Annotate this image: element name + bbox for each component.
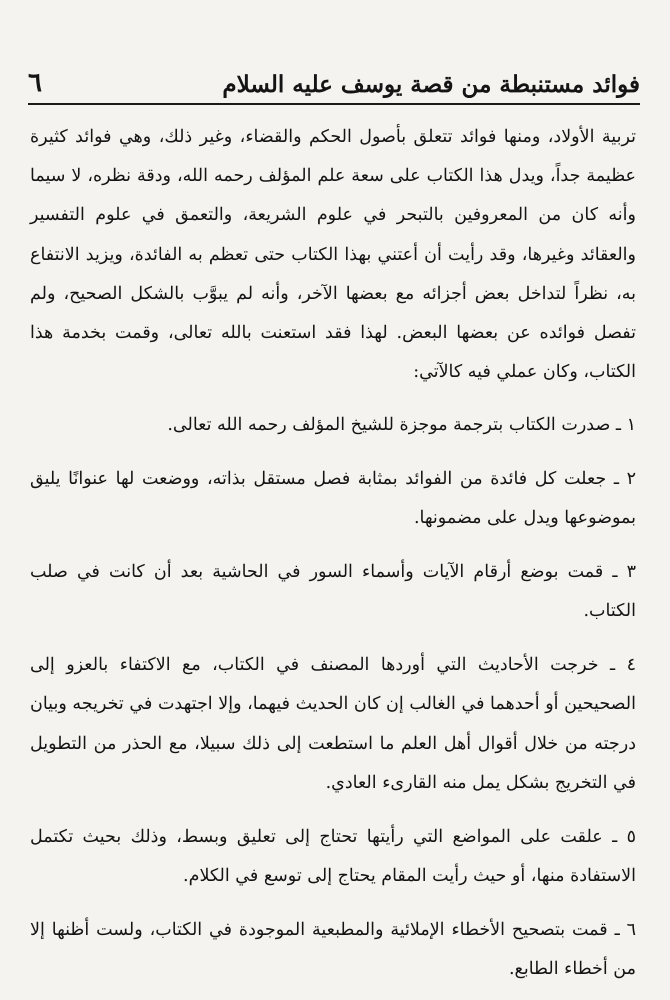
item-number: ٤ ـ [598, 654, 636, 675]
list-item [30, 406, 636, 446]
item-number: ٥ ـ [602, 826, 636, 847]
item-text: قمت بوضع أرقام الآيات وأسماء السور في الحاشية بعد أن كانت في صلب الكتاب. [30, 561, 636, 622]
intro-paragraph: تربية الأولاد، ومنها فوائد تتعلق بأصول الحكم والقضاء، وغير ذلك، وهي فوائد كثيرة عظيمة جداً، ويدل هذا الكتاب على سعة علم المؤلف رحمه الله، ودقة نظره، لا سيما وأنه كان من المعروفين بالتبحر في علوم الشريعة، والتعمق في علوم التفسير والعقائد وغيرها، وقد رأيت أن أعتني بهذا الكتاب حتى تعظم به الفائدة، ويزيد الانتفاع به، نظراً لتداخل بعض أجزائه مع بعضها الآخر، وأنه لم يبوَّب بالشكل الصحيح، ولم تفصل فوائده عن بعضها البعض. لهذا فقد استعنت بالله تعالى، وقمت بخدمة هذا الكتاب، وكان عملي فيه كالآتي: [30, 127, 636, 383]
list-item [30, 553, 636, 632]
page-number: ٦ [28, 68, 42, 98]
list-item [30, 818, 636, 897]
list-item [30, 646, 636, 804]
item-text: قمت بتصحيح الأخطاء الإملائية والمطبعية الموجودة في الكتاب، ولست أظنها إلا من أخطاء الطابع. [30, 919, 636, 980]
item-text: خرجت الأحاديث التي أوردها المصنف في الكتاب، مع الاكتفاء بالعزو إلى الصحيحين أو أحدهما في الغالب إن كان الحديث فيهما، وإلا اجتهدت في تخريجه وبيان درجته من خلال أقوال أهل العلم ما استطعت إلى ذلك سبيلا، مع الحذر من التطويل في التخريج بشكل يمل منه القارىء العادي. [30, 654, 636, 794]
header-rule [28, 103, 640, 105]
item-number: ٣ ـ [603, 561, 636, 582]
running-title: فوائد مستنبطة من قصة يوسف عليه السلام [222, 71, 640, 98]
item-number: ٢ ـ [606, 468, 636, 489]
item-text: صدرت الكتاب بترجمة موجزة للشيخ المؤلف رحمه الله تعالى. [167, 415, 611, 436]
page-body [30, 118, 636, 990]
item-number: ٦ ـ [607, 919, 636, 940]
item-number: ١ ـ [610, 415, 636, 436]
list-item [30, 911, 636, 990]
item-text: جعلت كل فائدة من الفوائد بمثابة فصل مستقل بذاته، ووضعت لها عنوانًا يليق بموضوعها ويدل على مضمونها. [30, 468, 636, 529]
list-item [30, 460, 636, 539]
item-text: علقت على المواضع التي رأيتها تحتاج إلى تعليق وبسط، وذلك بحيث تكتمل الاستفادة منها، أو حيث رأيت المقام يحتاج إلى توسع في الكلام. [30, 826, 636, 887]
page-header [28, 56, 640, 96]
